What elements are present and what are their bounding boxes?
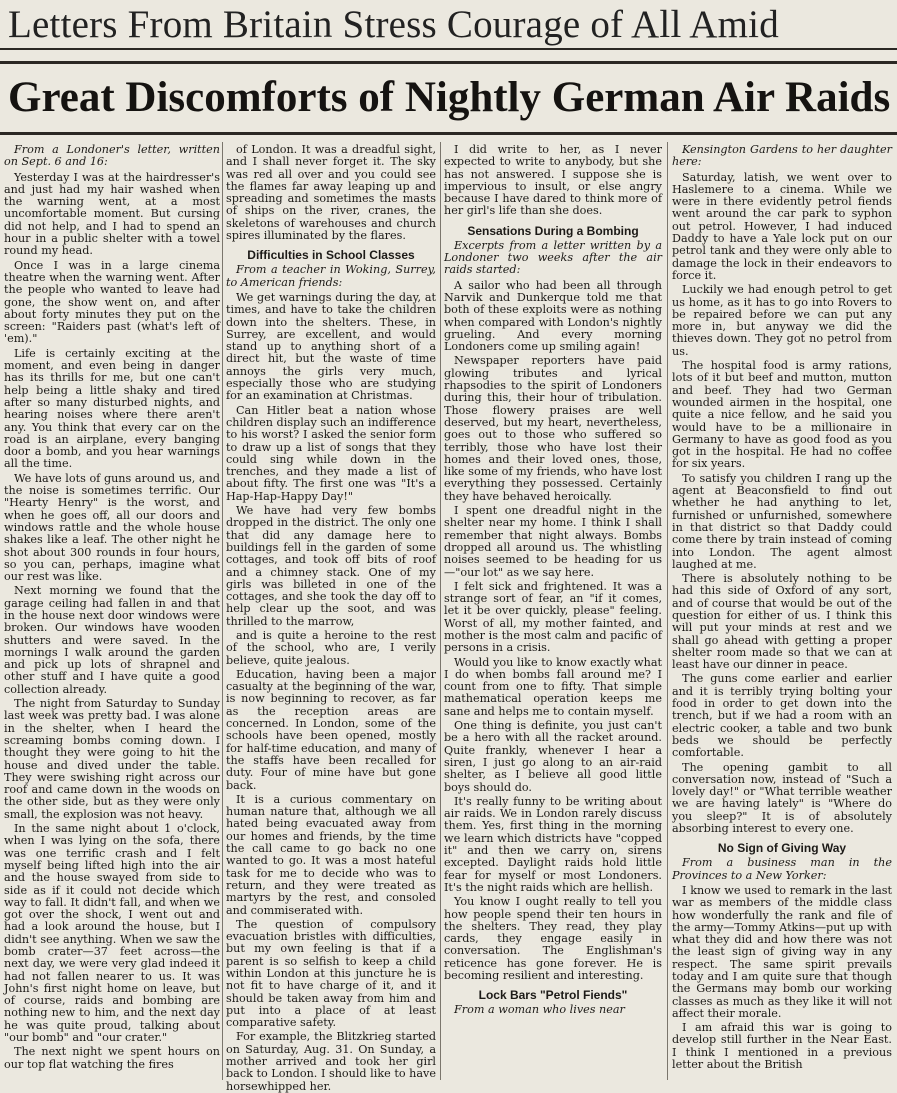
letter-intro: Kensington Gardens to her daughter here: — [672, 143, 892, 169]
column-3 — [444, 144, 662, 1080]
column-rule — [222, 142, 223, 1080]
paragraph: Newspaper reporters have paid glowing tributes and lyrical rhapsodies to the spirit of Londoners during this, their hour of tribulation. Those flowery praises are well deserved, but my heart, nevertheless, goes out to those who suffered so terribly, those who have lost their homes and their loved ones, those, like some of my friends, who have lost everything they possessed. Certainly they have behaved heroically. — [444, 354, 662, 503]
paragraph: The question of compulsory evacuation bristles with difficulties, but my own feeling is that if a parent is so selfish to keep a child within London at this juncture he is not fit to have charge of it, and it should be taken away from him and put into a place of at least comparative safety. — [226, 917, 436, 1030]
paragraph: Luckily we had enough petrol to get us home, as it has to go into Rovers to be repaired before we can put any more in, but anyway we did the thieves down. They got no petrol from us. — [672, 283, 892, 358]
letter-intro: From a teacher in Woking, Surrey, to American friends: — [226, 263, 436, 289]
paragraph: of London. It was a dreadful sight, and I shall never forget it. The sky was red all over and you could see the flames far away leaping up and spreading and sometimes the masts of ships on the river, cranes, the skeletons of warehouses and church spires illuminated by the flares. — [226, 143, 436, 243]
paragraph: I am afraid this war is going to develop still further in the Near East. I think I mentioned in a previous letter about the British — [672, 1021, 892, 1072]
paragraph: Saturday, latish, we went over to Haslemere to a cinema. While we were in there evidently petrol fiends went around the car park to syphon out petrol. However, I had induced Daddy to have a Yale lock put on our petrol tank and they were only able to damage the lock in their endeavors to force it. — [672, 170, 892, 282]
paragraph: It's really funny to be writing about air raids. We in London rarely discuss them. Yes, first thing in the morning we learn which districts have "copped it" and then we carry on, sirens excepted. Daylight raids hold little fear for myself or most Londoners. It's the night raids which are hellish. — [444, 794, 662, 894]
section-heading: Sensations During a Bombing — [467, 223, 639, 238]
letter-intro: Excerpts from a letter written by a Londoner two weeks after the air raids started: — [444, 238, 662, 277]
paragraph: Yesterday I was at the hairdresser's and just had my hair washed when the warning went, at a most uncomfortable moment. But cursing did not help, and I had to spend an hour in a public shelter with a towel round my head. — [4, 170, 220, 258]
section-heading: Lock Bars "Petrol Fiends" — [478, 988, 628, 1003]
paragraph: For example, the Blitzkrieg started on Saturday, Aug. 31. On Sunday, a mother arrived and took her girl back to London. I should like to have horsewhipped her. — [226, 1030, 436, 1093]
paragraph: A sailor who had been all through Narvik and Dunkerque told me that both of these exploits were as nothing when compared with London's nightly grueling. And every morning Londoners come up smiling again! — [444, 278, 662, 354]
column-2 — [226, 143, 436, 1093]
paragraph: In the same night about 1 o'clock, when I was lying on the sofa, there was one terrific crash and I felt myself being lifted high into the air and the house swayed from side to side as if it could not decide which way to fall. It didn't fall, and when we got over the shock, I went out and had a look around the house, but I didn't see anything. When we saw the bomb crater—37 feet across—the next day, we were very glad indeed it had not fallen nearer to us. It was John's first night home on leave, but of course, raids and bombing are nothing new to him, and the next day he was quite proud, talking about "our bomb" and "our crater." — [4, 822, 220, 1045]
paragraph: Can Hitler beat a nation whose children display such an indifference to his worst? I asked the senior form to draw up a list of songs that they could sing while down in the trenches, and they made a list of about fifty. The first one was "It's a Hap-Hap-Happy Day!" — [226, 403, 436, 503]
letter-intro: From a woman who lives near — [454, 1003, 625, 1017]
paragraph: Next morning we found that the garage ceiling had fallen in and that in the house next door windows were broken. Our windows have wooden shutters and were saved. In the mornings I walk around the garden and pick up lots of shrapnel and other stuff and I have quite a good collection already. — [4, 584, 220, 696]
paragraph: Life is certainly exciting at the moment, and even being in danger has its thrills for me, but one can't help being a little shaky and tired after so many disturbed nights, and hearing noises where there aren't any. You think that every car on the road is an airplane, every banging door a bomb, and you hear warnings all the time. — [4, 346, 220, 471]
column-4 — [672, 144, 892, 1080]
paragraph: We get warnings during the day, at times, and have to take the children down into the shelters. These, in Surrey, are excellent, and would stand up to anything short of a direct hit, but the waste of time annoys the girls very much, especially those who are studying for an examination at Christmas. — [226, 290, 436, 403]
paragraph: The guns come earlier and earlier and it is terribly trying bolting your food in order to get down into the trench, but if we had a room with an electric cooker, a table and two bunk beds we should be perfectly comfortable. — [672, 672, 892, 760]
column-rule — [440, 142, 441, 1080]
headline-text: Great Discomforts of Nightly German Air Raids — [8, 74, 891, 121]
paragraph: Education, having been a major casualty at the beginning of the war, is now beginning to recover, as far as the reception areas are concerned. In London, some of the schools have been opened, mostly for half-time education, and many of the staffs have been recalled for duty. Four of mine have but gone back. — [226, 667, 436, 792]
paragraph: You know I ought really to tell you how people spend their ten hours in the shelters. They read, they play cards, they engage easily in conversation. The Englishman's reticence has gone forever. He is becoming resilient and interesting. — [444, 895, 662, 982]
paragraph: The opening gambit to all conversation now, instead of "Such a lovely day!" or "What terrible weather we are having lately" is "Where do you sleep?" It is of absolutely absorbing interest to every one. — [672, 760, 892, 836]
paragraph: and is quite a heroine to the rest of the school, who are, I verily believe, quite jealous. — [226, 628, 436, 667]
paragraph: The hospital food is army rations, lots of it but beef and mutton, mutton and beef. They had two German wounded airmen in the hospital, one quite a nice fellow, and he said you would have to be a millionaire in Germany to have as good food as you got in the hospital. He had no coffee for six years. — [672, 359, 892, 471]
paragraph: I felt sick and frightened. It was a strange sort of fear, an "if it comes, let it be over quickly, please" feeling. Worst of all, my mother fainted, and mother is the most calm and pacific of persons in a crisis. — [444, 579, 662, 655]
main-headline — [0, 61, 897, 135]
column-1 — [4, 144, 220, 1080]
paragraph: We have lots of guns around us, and the noise is sometimes terrific. Our "Hearty Henry" is the worst, and when he goes off, all our doors and windows rattle and the whole house shakes like a leaf. The other night he shot about 300 rounds in four hours, so you can, perhaps, imagine what our rest was like. — [4, 471, 220, 584]
paragraph: To satisfy you children I rang up the agent at Beaconsfield to find out whether he had anything to let, furnished or unfurnished, somewhere in that district so that Daddy could come there by train instead of coming into London. The agent almost laughed at me. — [672, 471, 892, 571]
letter-intro: From a business man in the Provinces to a New Yorker: — [672, 856, 892, 882]
paragraph: The night from Saturday to Sunday last week was pretty bad. I was alone in the shelter, when I heard the screaming bombs coming down. I thought they were going to hit the house and dived under the table. They were swishing right across our roof and came down in the woods on the other side, but as they were only small, the explosion was not heavy. — [4, 697, 220, 821]
kicker-text: Letters From Britain Stress Courage of All Amid — [8, 3, 779, 46]
paragraph: I spent one dreadful night in the shelter near my home. I think I shall remember that night always. Bombs dropped all around us. The whistling noises seemed to be heading for us—"our lot" as we say here. — [444, 504, 662, 579]
column-rule — [667, 142, 668, 1080]
paragraph: Once I was in a large cinema theatre when the warning went. After the people who wanted to leave had gone, the show went on, and after about forty minutes they put on the screen: "Raiders past (what's left of 'em)." — [4, 258, 220, 346]
letter-intro: From a Londoner's letter, written on Sept. 6 and 16: — [4, 143, 220, 169]
paragraph: Would you like to know exactly what I do when bombs fall around me? I count from one to fifty. That simple mathematical operation keeps me sane and helps me to contain myself. — [444, 655, 662, 718]
paragraph: I did write to her, as I never expected to write to anybody, but she has not answered. I suppose she is impervious to insult, or else angry because I have dared to think more of her girl's life than she does. — [444, 143, 662, 218]
section-heading: Difficulties in School Classes — [247, 248, 415, 263]
paragraph: There is absolutely nothing to be had this side of Oxford of any sort, and of course that would be out of the question for either of us. I think this will put your minds at rest and we shall go ahead with getting a proper shelter room made so that we can at least have our dinner in peace. — [672, 572, 892, 672]
kicker-headline — [0, 0, 897, 50]
paragraph: The next night we spent hours on our top flat watching the fires — [4, 1045, 220, 1071]
paragraph: I know we used to remark in the last war as members of the middle class how wonderfully the rank and file of the army—Tommy Atkins—put up with what they did and how there was not the least sign of giving way in any respect. The same spirit prevails today and I am quite sure that though the Germans may bomb our working classes as much as they like it will not affect their morale. — [672, 883, 892, 1020]
paragraph: One thing is definite, you just can't be a hero with all the racket around. Quite frankly, whenever I hear a siren, I just go along to an air-raid shelter, as I believe all good little boys should do. — [444, 719, 662, 794]
paragraph: We have had very few bombs dropped in the district. The only one that did any damage here to buildings fell in the garden of some cottages, and took off bits of roof and a chimney stack. One of my girls was billeted in one of the cottages, and she took the day off to help clear up the soot, and was thrilled to the marrow, — [226, 504, 436, 628]
section-heading: No Sign of Giving Way — [717, 841, 847, 856]
paragraph: It is a curious commentary on human nature that, although we all hated being evacuated away from our homes and friends, by the time the call came to go back no one wanted to go. It was a most hateful task for me to decide who was to return, and they were treated as martyrs by the rest, and consoled and commiserated with. — [226, 792, 436, 917]
